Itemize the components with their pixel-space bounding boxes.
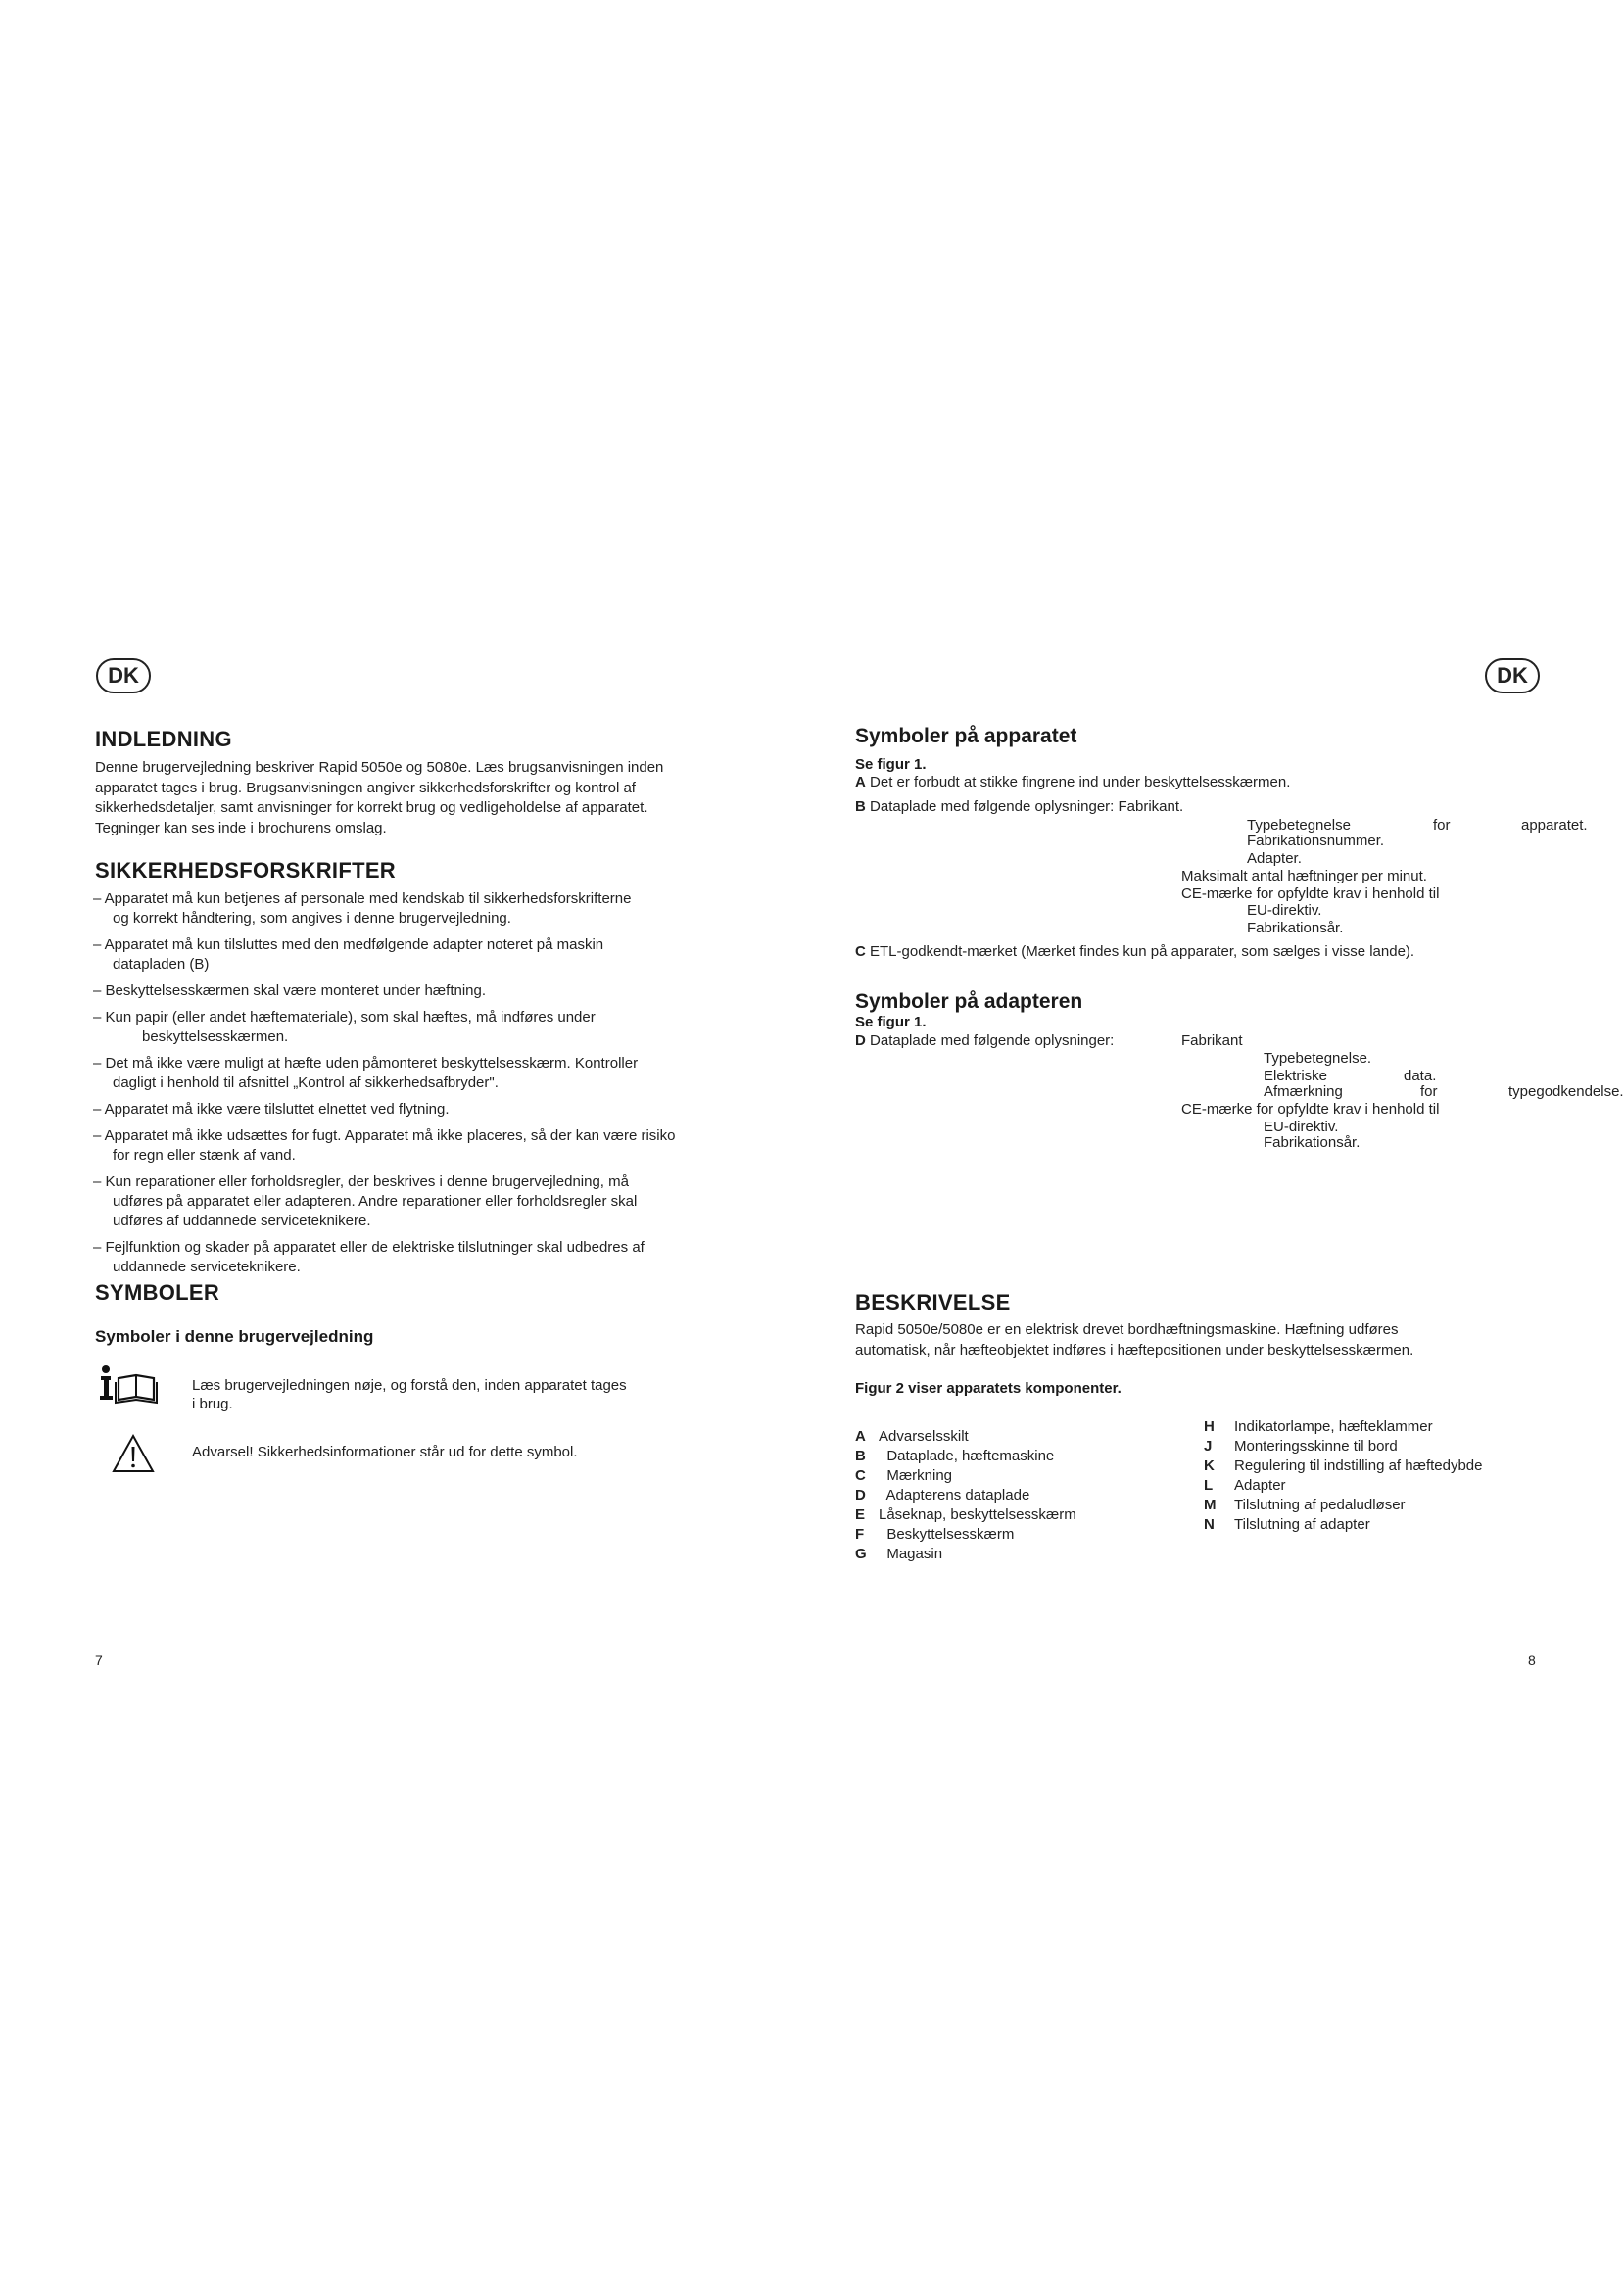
list-item: G Magasin (855, 1546, 943, 1562)
safety-list (93, 889, 779, 1284)
list-item: C Mærkning (855, 1467, 953, 1484)
symbol-a-row: A Det er forbudt at stikke fingrene ind under beskyttelsesskærmen. (855, 774, 1291, 790)
d-afmaerkning: Afmærkning (1264, 1083, 1343, 1100)
b-typebetegnelse: Typebetegnelse (1247, 817, 1351, 834)
list-item: – Apparatet må kun betjenes af personale med kendskab til sikkerhedsforskrifterne og korrekt håndtering, som angives i denne brugervejledning. (93, 890, 632, 927)
d-for: for (1420, 1083, 1438, 1100)
figure-2-caption: Figur 2 viser apparatets komponenter. (855, 1380, 1122, 1397)
read-manual-icon (97, 1364, 160, 1404)
list-item: H Indikatorlampe, hæfteklammer (1204, 1418, 1433, 1435)
list-item: D Adapterens dataplade (855, 1487, 1030, 1503)
page-number-right: 8 (1528, 1652, 1536, 1668)
b-for: for (1433, 817, 1451, 834)
section-title-indledning: INDLEDNING (95, 727, 232, 751)
see-figure-1-adapter: Se figur 1. (855, 1014, 927, 1030)
text-line: Tegninger kan ses inde i brochurens omslag. (95, 819, 387, 836)
warning-triangle-icon (111, 1433, 156, 1474)
list-item: B Dataplade, hæftemaskine (855, 1448, 1055, 1464)
list-item: A Advarselsskilt (855, 1428, 969, 1445)
list-item: – Beskyttelsesskærmen skal være monteret under hæftning. (93, 982, 487, 999)
d-fabrikant: Fabrikant (1181, 1032, 1243, 1049)
list-item: – Kun reparationer eller forholdsregler, der beskrives i denne brugervejledning, må udføres på apparatet eller adapteren. Andre reparationer eller forholdsregler skal udføres af uddannede serviceteknikere. (93, 1173, 638, 1229)
list-item: – Apparatet må kun tilsluttes med den medfølgende adapter noteret på maskin datapladen (B) (93, 936, 604, 973)
d-eu: EU-direktiv. (1264, 1119, 1339, 1135)
b-ce: CE-mærke for opfyldte krav i henhold til (1181, 885, 1440, 902)
list-item: F Beskyttelsesskærm (855, 1526, 1015, 1543)
list-item: E Låseknap, beskyttelsesskærm (855, 1506, 1076, 1523)
section-title-adapteren: Symboler på adapteren (855, 990, 1083, 1013)
text-line: Denne brugervejledning beskriver Rapid 5050e og 5080e. Læs brugsanvisningen inden (95, 759, 664, 776)
indledning-paragraph (95, 758, 800, 838)
d-data: data. (1404, 1068, 1437, 1084)
list-item: – Apparatet må ikke udsættes for fugt. Apparatet må ikke placeres, så der kan være risiko for regn eller stænk af vand. (93, 1127, 676, 1164)
d-typegodkendelse: typegodkendelse. (1508, 1083, 1624, 1100)
list-item: L Adapter (1204, 1477, 1286, 1494)
text-line: sikkerhedsdetaljer, samt anvisninger for korrekt brug og vedligeholdelse af apparatet. (95, 799, 648, 816)
section-title-beskrivelse: BESKRIVELSE (855, 1290, 1011, 1314)
info-symbol-text: Læs brugervejledningen nøje, og forstå den, inden apparatet tages i brug. (192, 1377, 627, 1412)
beskrivelse-paragraph: Rapid 5050e/5080e er en elektrisk drevet bordhæftningsmaskine. Hæftning udføres automatisk, når hæfteobjektet indføres i hæftepositionen under beskyttelsesskærmen. (855, 1321, 1414, 1359)
symbol-d-row: D Dataplade med følgende oplysninger: (855, 1032, 1115, 1049)
component-list-left (855, 1427, 1076, 1564)
d-elektriske: Elektriske (1264, 1068, 1328, 1084)
section-title-sikkerhed: SIKKERHEDSFORSKRIFTER (95, 858, 396, 883)
b-maks: Maksimalt antal hæftninger per minut. (1181, 868, 1427, 884)
list-item: – Det må ikke være muligt at hæfte uden påmonteret beskyttelsesskærm. Kontroller dagligt i henhold til afsnittel „Kontrol af sikkerhedsafbryder". (93, 1055, 639, 1091)
b-eu: EU-direktiv. (1247, 902, 1322, 919)
list-item: – Kun papir (eller andet hæftemateriale), som skal hæftes, må indføres under beskyttelsesskærmen. (93, 1009, 596, 1045)
b-adapter: Adapter. (1247, 850, 1302, 867)
language-badge-right: DK (1485, 658, 1540, 693)
list-item: J Monteringsskinne til bord (1204, 1438, 1398, 1455)
list-item: – Apparatet må ikke være tilsluttet elnettet ved flytning. (93, 1101, 450, 1118)
b-fabrikationsnummer: Fabrikationsnummer. (1247, 833, 1385, 849)
page-number-left: 7 (95, 1652, 103, 1668)
d-typebetegnelse: Typebetegnelse. (1264, 1050, 1372, 1067)
symbol-c-row: C ETL-godkendt-mærket (Mærket findes kun på apparater, som sælges i visse lande). (855, 943, 1415, 960)
b-fabrikationsaar: Fabrikationsår. (1247, 920, 1344, 936)
b-apparatet: apparatet. (1521, 817, 1588, 834)
symbol-b-row: B Dataplade med følgende oplysninger: Fabrikant. (855, 798, 1184, 815)
warning-symbol-text: Advarsel! Sikkerhedsinformationer står ud for dette symbol. (192, 1444, 578, 1460)
component-list-right (1204, 1417, 1482, 1535)
section-title-apparatet: Symboler på apparatet (855, 725, 1077, 747)
list-item: N Tilslutning af adapter (1204, 1516, 1370, 1533)
see-figure-1: Se figur 1. (855, 756, 927, 773)
list-item: – Fejlfunktion og skader på apparatet eller de elektriske tilslutninger skal udbedres af uddannede serviceteknikere. (93, 1239, 645, 1275)
list-item: M Tilslutning af pedaludløser (1204, 1497, 1406, 1513)
subsection-title-symboler: Symboler i denne brugervejledning (95, 1327, 374, 1346)
language-badge-left: DK (96, 658, 151, 693)
d-fabrikationsaar: Fabrikationsår. (1264, 1134, 1361, 1151)
section-title-symboler: SYMBOLER (95, 1280, 220, 1305)
text-line: apparatet tages i brug. Brugsanvisningen angiver sikkerhedsforskrifter og kontrol af (95, 779, 636, 796)
d-ce: CE-mærke for opfyldte krav i henhold til (1181, 1101, 1440, 1118)
list-item: K Regulering til indstilling af hæftedybde (1204, 1457, 1483, 1474)
